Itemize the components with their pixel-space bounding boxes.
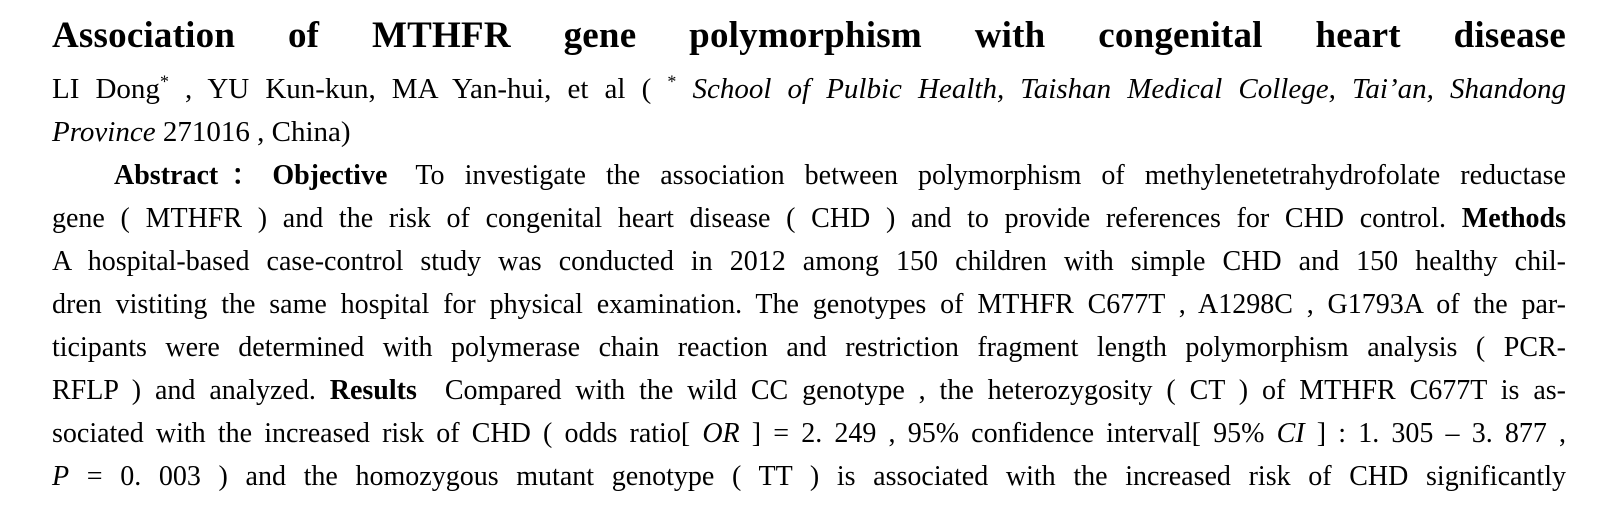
- text-run: A hospital-based case-control study was conducted in 2012 among 150 children with simple CHD and 150 healthy chil-: [52, 246, 1566, 277]
- text-run: 271016 , China): [162, 116, 351, 148]
- abstract-line-5: [52, 326, 1566, 369]
- text-run: dren vistiting the same hospital for physical examination. The genotypes of MTHFR C677T , A1298C , G1793A of the par-: [52, 289, 1566, 320]
- text-run: CI: [1276, 418, 1305, 449]
- text-run: sociated with the increased risk of CHD ( odds ratio[: [52, 418, 703, 449]
- abstract-block: [52, 64, 1566, 498]
- text-run: LI Dong: [52, 73, 160, 105]
- text-run: ] : 1. 305 – 3. 877 ,: [1304, 418, 1567, 449]
- abstract-line-8: [52, 455, 1566, 498]
- text-run: *: [159, 71, 169, 92]
- text-run: *: [667, 71, 677, 92]
- text-run: Results: [329, 375, 417, 406]
- abstract-line-3: [52, 240, 1566, 283]
- text-run: gene ( MTHFR ) and the risk of congenital heart disease ( CHD ) and to provide references for CHD control.: [52, 203, 1462, 234]
- authors-affiliation-line-2: [52, 111, 1566, 154]
- abstract-line-4: [52, 283, 1566, 326]
- text-run: RFLP ) and analyzed.: [52, 375, 330, 406]
- text-run: ] = 2. 249 , 95% confidence interval[ 95%: [739, 418, 1277, 449]
- text-run: School of Pulbic Health, Taishan Medical College, Tai’an, Shandong: [692, 73, 1566, 105]
- text-run: Abstract: [114, 160, 219, 191]
- text-run: Province: [52, 116, 163, 148]
- abstract-line-1: [52, 154, 1566, 197]
- text-run: ：: [218, 160, 273, 191]
- abstract-line-7: [52, 412, 1566, 455]
- text-run: ticipants were determined with polymerase chain reaction and restriction fragment length polymorphism analysis ( PCR-: [52, 332, 1566, 363]
- text-run: OR: [702, 418, 740, 449]
- text-run: Methods: [1461, 203, 1566, 234]
- text-run: To investigate the association between polymorphism of methylenetetrahydrofolate reductase: [387, 160, 1566, 191]
- text-run: P: [52, 461, 70, 492]
- text-run: Compared with the wild CC genotype , the heterozygosity ( CT ) of MTHFR C677T is as-: [416, 375, 1566, 406]
- abstract-line-6: [52, 369, 1566, 412]
- authors-affiliation-line-1: [52, 68, 1566, 111]
- text-run: Objective: [272, 160, 388, 191]
- text-run: [676, 73, 692, 105]
- abstract-line-2: [52, 197, 1566, 240]
- text-run: = 0. 003 ) and the homozygous mutant genotype ( TT ) is associated with the increased risk of CHD significantly: [69, 461, 1566, 492]
- paper-title: Association of MTHFR gene polymorphism with congenital heart disease: [52, 15, 1566, 56]
- text-run: , YU Kun-kun, MA Yan-hui, et al (: [168, 73, 668, 105]
